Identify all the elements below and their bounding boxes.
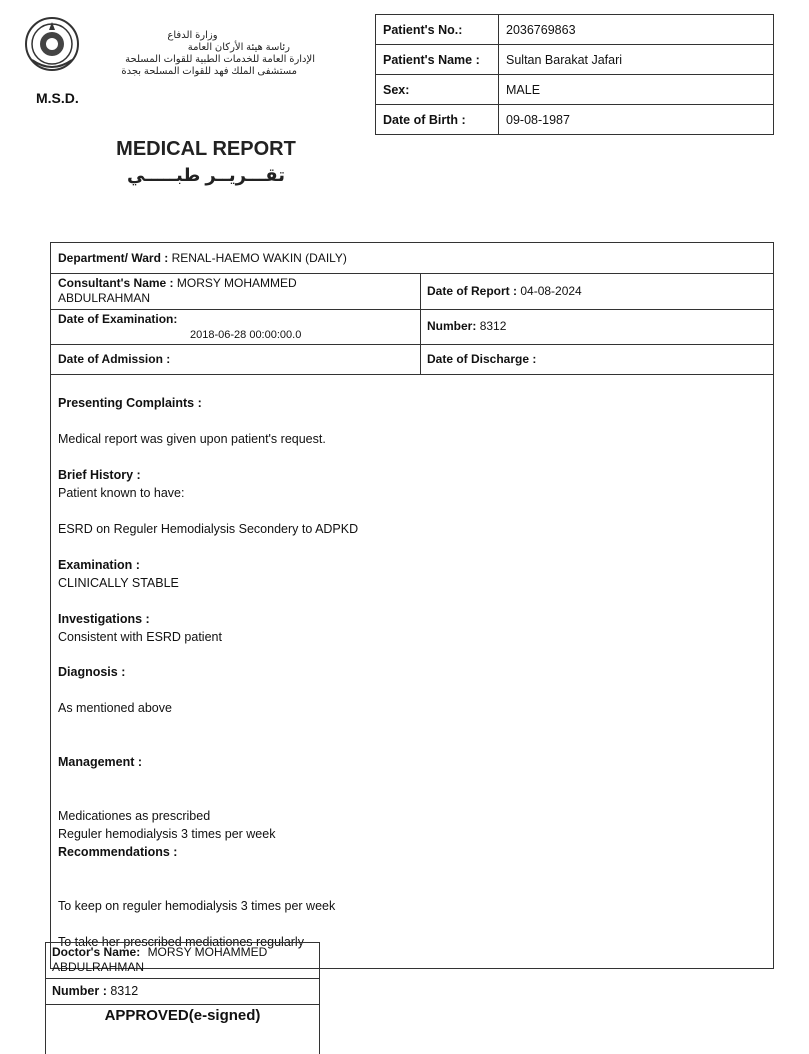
number-label: Number: [427,319,477,333]
date-of-discharge-label: Date of Discharge : [427,352,537,366]
patient-no-label: Patient's No.: [376,15,499,45]
diagnosis-label: Diagnosis : [58,665,126,679]
patient-dob-value: 09-08-1987 [499,105,774,135]
complaints-label: Presenting Complaints : [58,396,202,410]
date-of-report-value: 04-08-2024 [520,284,582,298]
department-row [51,243,773,274]
patient-dob-row [376,105,774,135]
patient-sex-label: Sex: [376,75,499,105]
examination-date-row [51,309,773,345]
report-title-arabic: تقـــريــر طبـــــي [127,165,285,185]
department-label: Department/ Ward : [58,251,169,265]
history-text-1: Patient known to have: [58,486,185,500]
report-box [50,242,774,969]
patient-dob-label: Date of Birth : [376,105,499,135]
signature-number-value: 8312 [110,984,139,998]
consultant-value-2: ABDULRAHMAN [58,291,151,305]
admission-row [51,344,773,375]
patient-no-value: 2036769863 [499,15,774,45]
date-of-examination-value: 2018-06-28 00:00:00.0 [190,329,302,341]
investigations-text: Consistent with ESRD patient [58,630,222,644]
msd-emblem-icon [24,16,80,72]
patient-name-row [376,45,774,75]
department-value: RENAL-HAEMO WAKIN (DAILY) [171,251,347,265]
number-value: 8312 [479,319,507,333]
examination-label: Examination : [58,558,140,572]
date-of-examination-label: Date of Examination: [58,312,178,326]
patient-name-value: Sultan Barakat Jafari [499,45,774,75]
column-divider [420,273,421,374]
date-of-admission-label: Date of Admission : [58,352,171,366]
recommendations-text-2: To take her prescribed mediationes regularly [58,935,304,949]
management-text-2: Reguler hemodialysis 3 times per week [58,827,276,841]
management-label: Management : [58,755,143,769]
org-abbreviation: M.S.D. [36,90,79,106]
doctor-name-label: Doctor's Name: [52,945,141,959]
patient-sex-value: MALE [499,75,774,105]
doctor-row [46,943,319,979]
doctor-name-value-1: MORSY MOHAMMED [147,945,268,959]
investigations-label: Investigations : [58,612,150,626]
arabic-line-4: مستشفى الملك فهد للقوات المسلحة بجدة [121,66,297,77]
signature-number-label: Number : [52,984,107,998]
patient-sex-row [376,75,774,105]
examination-text: CLINICALLY STABLE [58,576,179,590]
patient-name-label: Patient's Name : [376,45,499,75]
signature-box [45,942,320,1054]
signature-number-row [46,978,319,1005]
patient-info-table [375,14,774,135]
approved-stamp: APPROVED(e-signed) [104,1007,261,1024]
arabic-line-3: الإدارة العامة للخدمات الطبية للقوات المسلحة [125,54,315,65]
consultant-label: Consultant's Name : [58,276,174,290]
diagnosis-text: As mentioned above [58,701,172,715]
ministry-header-arabic [110,30,315,78]
date-of-report-label: Date of Report : [427,284,517,298]
arabic-line-1: وزارة الدفاع [167,30,218,41]
management-text-1: Medicationes as prescribed [58,809,211,823]
complaints-text: Medical report was given upon patient's request. [58,432,326,446]
consultant-row [51,273,773,310]
arabic-line-2: رئاسة هيئة الأركان العامة [187,42,290,53]
patient-no-row [376,15,774,45]
history-text-2: ESRD on Reguler Hemodialysis Secondery to ADPKD [58,522,359,536]
recommendations-text-1: To keep on reguler hemodialysis 3 times per week [58,899,336,913]
recommendations-label: Recommendations : [58,845,178,859]
consultant-value-1: MORSY MOHAMMED [176,276,297,290]
report-title: MEDICAL REPORT [116,138,296,160]
history-label: Brief History : [58,468,141,482]
doctor-name-value-2: ABDULRAHMAN [52,960,145,974]
